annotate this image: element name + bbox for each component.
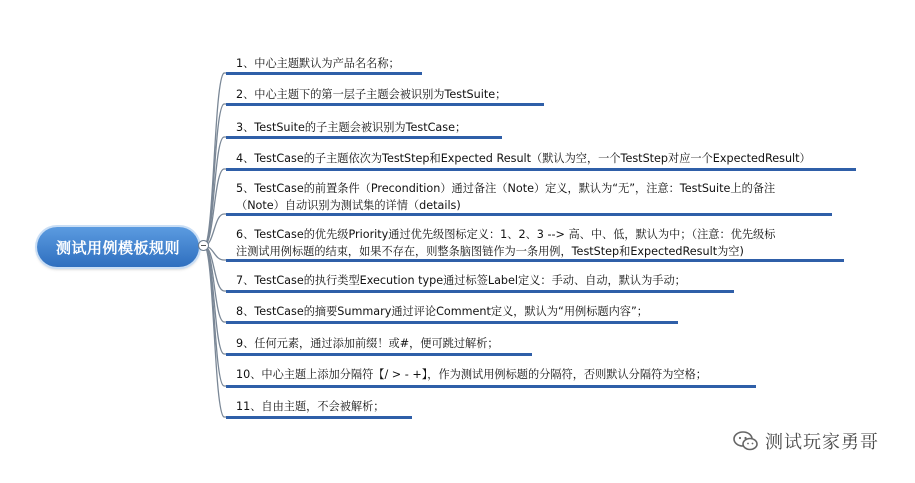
branch-topic-5[interactable]	[236, 180, 775, 214]
branch-topic-11[interactable]	[236, 398, 385, 415]
branch-underline	[226, 259, 844, 262]
branch-underline	[226, 213, 832, 216]
branch-topic-2[interactable]	[236, 86, 506, 103]
branch-label-line-2: （Note）自动识别为测试集的详情（details)	[236, 199, 461, 212]
watermark-text: 测试玩家勇哥	[765, 432, 879, 453]
branch-underline	[226, 290, 734, 293]
branch-topic-8[interactable]	[236, 303, 648, 320]
central-topic-label: 测试用例模板规则	[55, 238, 180, 257]
branch-label: 11、自由主题，不会被解析；	[236, 400, 385, 413]
branch-topic-6[interactable]	[236, 226, 775, 260]
branch-label: 9、任何元素，通过添加前缀！或#，便可跳过解析；	[236, 337, 499, 350]
central-topic[interactable]	[37, 227, 199, 267]
branch-label-line-1: 6、TestCase的优先级Priority通过优先级图标定义：1、2、3 --> 高、中、低，默认为中；（注意：优先级标	[236, 228, 776, 241]
branch-underline	[226, 136, 502, 139]
branch-underline	[226, 416, 412, 419]
branch-underline	[226, 103, 544, 106]
collapse-toggle-icon[interactable]	[198, 240, 209, 251]
branch-label: 2、中心主题下的第一层子主题会被识别为TestSuite；	[236, 88, 507, 101]
wechat-icon	[733, 430, 759, 452]
branch-topic-3[interactable]	[236, 119, 466, 136]
branch-label: 3、TestSuite的子主题会被识别为TestCase；	[236, 121, 467, 134]
branch-topic-1[interactable]	[236, 55, 400, 72]
branch-topic-9[interactable]	[236, 335, 499, 352]
branch-underline	[226, 321, 678, 324]
branch-label: 7、TestCase的执行类型Execution type通过标签Label定义：手动、自动，默认为手动；	[236, 274, 686, 287]
branch-underline	[226, 72, 422, 75]
branch-topic-4[interactable]	[236, 150, 811, 167]
branch-underline	[226, 168, 856, 171]
branch-label-line-2: 注测试用例标题的结束，如果不存在，则整条脑图链作为一条用例，TestStep和ExpectedResult为空)	[236, 245, 744, 258]
branch-label: 1、中心主题默认为产品名名称；	[236, 57, 400, 70]
branch-topic-10[interactable]	[236, 366, 707, 383]
branch-label: 8、TestCase的摘要Summary通过评论Comment定义，默认为“用例标题内容”；	[236, 305, 648, 318]
branch-label: 4、TestCase的子主题依次为TestStep和Expected Result（默认为空，一个TestStep对应一个ExpectedResult）	[236, 152, 811, 165]
branch-label: 10、中心主题上添加分隔符【/ > - +】，作为测试用例标题的分隔符，否则默认分隔符为空格；	[236, 368, 707, 381]
watermark	[733, 428, 879, 454]
branch-underline	[226, 353, 532, 356]
branch-topic-7[interactable]	[236, 272, 686, 289]
branch-label-line-1: 5、TestCase的前置条件（Precondition）通过备注（Note）定义，默认为“无”，注意：TestSuite上的备注	[236, 182, 776, 195]
branch-underline	[226, 385, 756, 388]
